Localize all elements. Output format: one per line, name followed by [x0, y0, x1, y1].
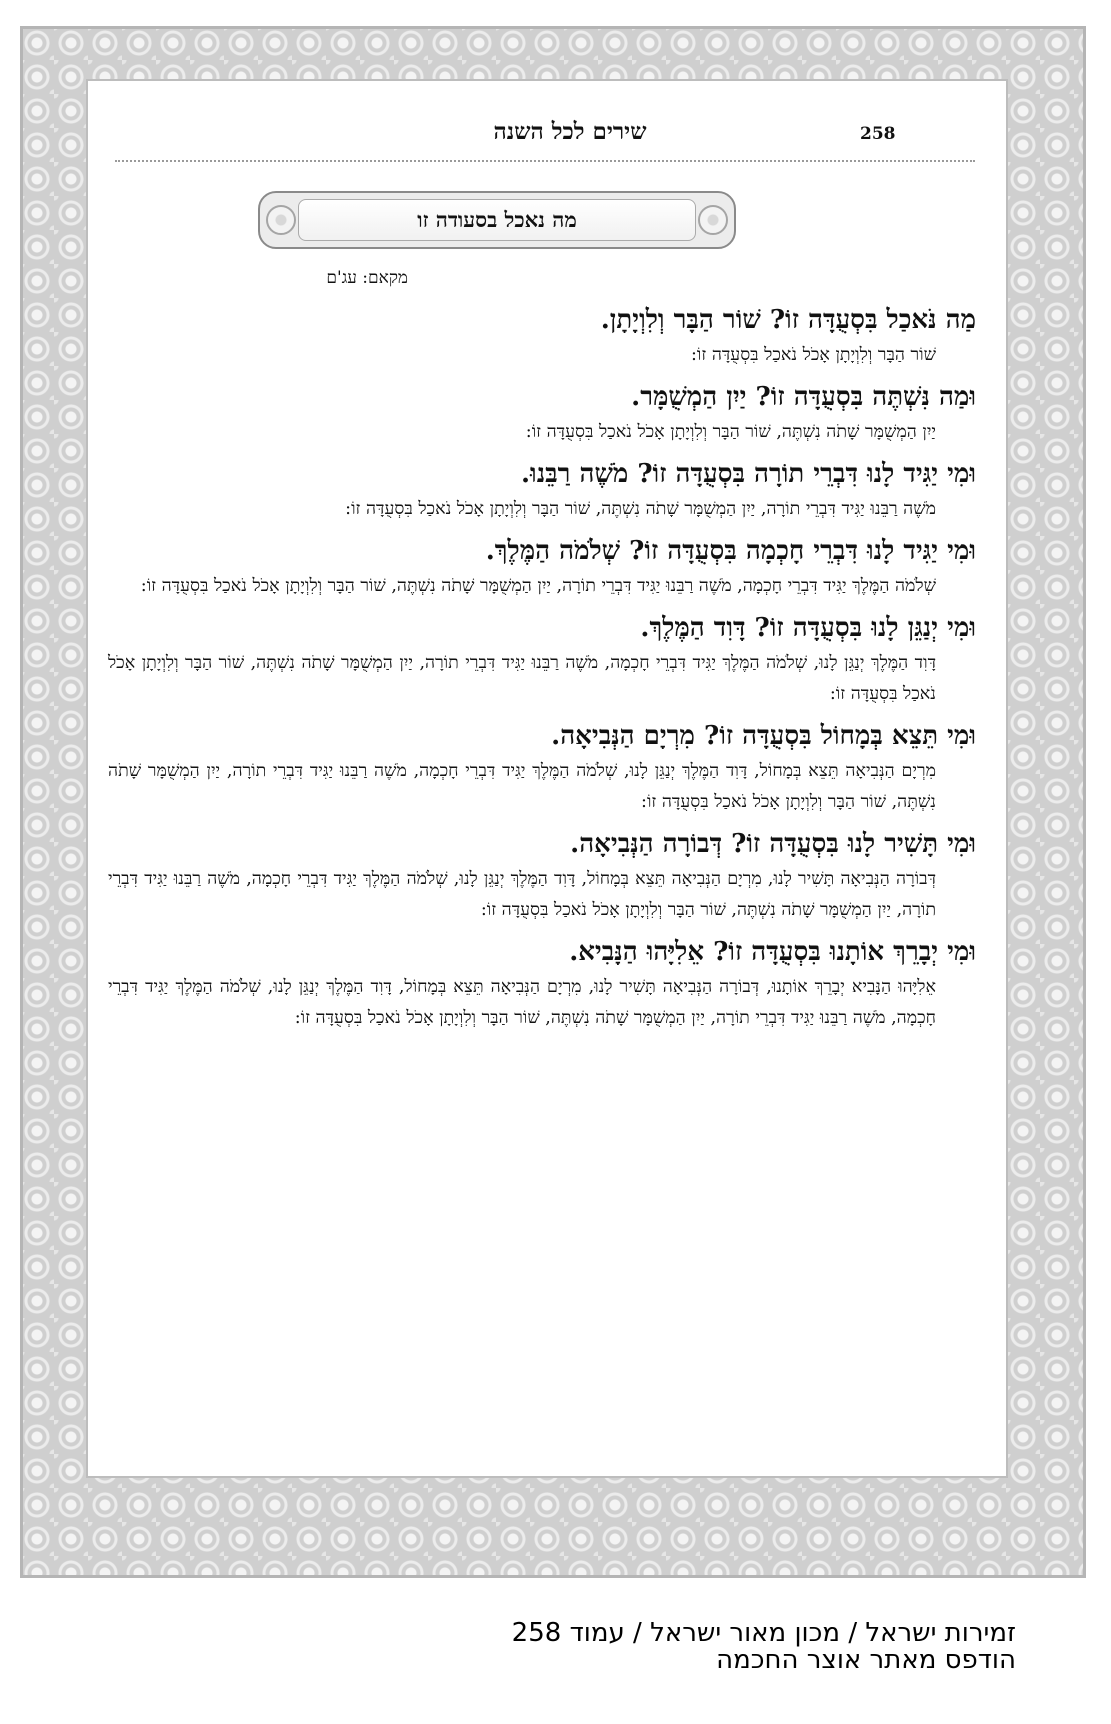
banner-inner	[298, 199, 696, 241]
stanza-answer: אֵלִיָּהוּ הַנָּבִיא יְבָרֵךְ אוֹתָנוּ, דְּבוֹרָה הַנְּבִיאָה תָּשִׁיר לָנוּ, מִרְיָם הַנְּבִיאָה תֵּצֵא בְּמָחוֹל, דָּוִד הַמֶּלֶךְ יְנַגֵּן לָנוּ, שְׁלֹמֹה הַמֶּלֶךְ יַגִּיד דִּבְרֵי חָכְמָה, מֹשֶׁה רַבֵּנוּ יַגִּיד דִּבְרֵי תוֹרָה, יַיִן הַמְשֻׁמָּר שָׁתֹה נִשְׁתֶּה, שׁוֹר הַבָּר וְלִוְיָתָן אָכֹל נֹאכַל בִּסְעֻדָּה זוֹ:	[108, 977, 936, 1028]
stanza	[108, 932, 976, 1034]
footer-source-line: זמירות ישראל / מכון מאור ישראל / עמוד 258	[511, 1618, 1016, 1648]
stanza-answer: דְּבוֹרָה הַנְּבִיאָה תָּשִׁיר לָנוּ, מִרְיָם הַנְּבִיאָה תֵּצֵא בְּמָחוֹל, דָּוִד הַמֶּלֶךְ יְנַגֵּן לָנוּ, שְׁלֹמֹה הַמֶּלֶךְ יַגִּיד דִּבְרֵי חָכְמָה, מֹשֶׁה רַבֵּנוּ יַגִּיד דִּבְרֵי תוֹרָה, יַיִן הַמְשֻׁמָּר שָׁתֹה נִשְׁתֶּה, שׁוֹר הַבָּר וְלִוְיָתָן אָכֹל נֹאכַל בִּסְעֻדָּה זוֹ:	[108, 869, 936, 920]
stanza	[108, 377, 976, 448]
header-divider	[115, 160, 975, 162]
stanza-question: וּמִי תָּשִׁיר לָנוּ בִּסְעֻדָּה זוֹ? דְּבוֹרָה הַנְּבִיאָה.	[570, 829, 976, 859]
flower-ornament-icon	[698, 205, 728, 235]
stanza-question: וּמִי יְבָרֵךְ אוֹתָנוּ בִּסְעֻדָּה זוֹ? אֵלִיָּהוּ הַנָּבִיא.	[569, 937, 976, 967]
flower-ornament-icon	[266, 205, 296, 235]
stanza	[108, 716, 976, 818]
stanza	[108, 531, 976, 602]
stanza	[108, 824, 976, 926]
stanza-answer: דָּוִד הַמֶּלֶךְ יְנַגֵּן לָנוּ, שְׁלֹמֹה הַמֶּלֶךְ יַגִּיד דִּבְרֵי חָכְמָה, מֹשֶׁה רַבֵּנוּ יַגִּיד דִּבְרֵי תוֹרָה, יַיִן הַמְשֻׁמָּר שָׁתֹה נִשְׁתֶּה, שׁוֹר הַבָּר וְלִוְיָתָן אָכֹל נֹאכַל בִּסְעֻדָּה זוֹ:	[108, 653, 936, 704]
stanza-answer: שׁוֹר הַבָּר וְלִוְיָתָן אָכֹל נֹאכַל בִּסְעֻדָּה זוֹ:	[691, 345, 936, 365]
stanza-question: וּמִי יַגִּיד לָנוּ דִּבְרֵי חָכְמָה בִּסְעֻדָּה זוֹ? שְׁלֹמֹה הַמֶּלֶךְ.	[485, 536, 976, 566]
stanza-answer: מֹשֶׁה רַבֵּנוּ יַגִּיד דִּבְרֵי תוֹרָה, יַיִן הַמְשֻׁמָּר שָׁתֹה נִשְׁתֶּה, שׁוֹר הַבָּר וְלִוְיָתָן אָכֹל נֹאכַל בִּסְעֻדָּה זוֹ:	[345, 499, 936, 519]
page-footer	[380, 1620, 1016, 1674]
maqam-label: מקאם: עג'ם	[326, 268, 408, 288]
running-title: שירים לכל השנה	[493, 118, 647, 145]
stanza-question: וּמִי יַגִּיד לָנוּ דִּבְרֵי תוֹרָה בִּסְעֻדָּה זוֹ? מֹשֶׁה רַבֵּנוּ.	[520, 459, 976, 489]
stanza	[108, 300, 976, 371]
stanza-question: מַה נֹּאכַל בִּסְעֻדָּה זוֹ? שׁוֹר הַבָּר וְלִוְיָתָן.	[600, 305, 976, 335]
song-title: מה נאכל בסעודה זו	[417, 207, 577, 232]
page-number: 258	[860, 124, 896, 144]
stanza-answer: שְׁלֹמֹה הַמֶּלֶךְ יַגִּיד דִּבְרֵי חָכְמָה, מֹשֶׁה רַבֵּנוּ יַגִּיד דִּבְרֵי תוֹרָה, יַיִן הַמְשֻׁמָּר שָׁתֹה נִשְׁתֶּה, שׁוֹר הַבָּר וְלִוְיָתָן אָכֹל נֹאכַל בִּסְעֻדָּה זוֹ:	[140, 576, 936, 596]
stanza-question: וּמִי תֵּצֵא בְּמָחוֹל בִּסְעֻדָּה זוֹ? מִרְיָם הַנְּבִיאָה.	[551, 721, 976, 751]
stanza	[108, 454, 976, 525]
song-title-banner	[258, 191, 736, 249]
stanza-question: וּמִי יְנַגֵּן לָנוּ בִּסְעֻדָּה זוֹ? דָּוִד הַמֶּלֶךְ.	[640, 613, 976, 643]
stanza-answer: יַיִן הַמְשֻׁמָּר שָׁתֹה נִשְׁתֶּה, שׁוֹר הַבָּר וְלִוְיָתָן אָכֹל נֹאכַל בִּסְעֻדָּה זוֹ:	[525, 422, 936, 442]
stanza-answer: מִרְיָם הַנְּבִיאָה תֵּצֵא בְּמָחוֹל, דָּוִד הַמֶּלֶךְ יְנַגֵּן לָנוּ, שְׁלֹמֹה הַמֶּלֶךְ יַגִּיד דִּבְרֵי חָכְמָה, מֹשֶׁה רַבֵּנוּ יַגִּיד דִּבְרֵי תוֹרָה, יַיִן הַמְשֻׁמָּר שָׁתֹה נִשְׁתֶּה, שׁוֹר הַבָּר וְלִוְיָתָן אָכֹל נֹאכַל בִּסְעֻדָּה זוֹ:	[108, 761, 936, 812]
song-body	[108, 300, 976, 1040]
stanza-question: וּמַה נִּשְׁתֶּה בִּסְעֻדָּה זוֹ? יַיִן הַמְשֻׁמָּר.	[631, 382, 976, 412]
footer-printed-from: הודפס מאתר אוצר החכמה	[716, 1645, 1016, 1675]
stanza	[108, 608, 976, 710]
